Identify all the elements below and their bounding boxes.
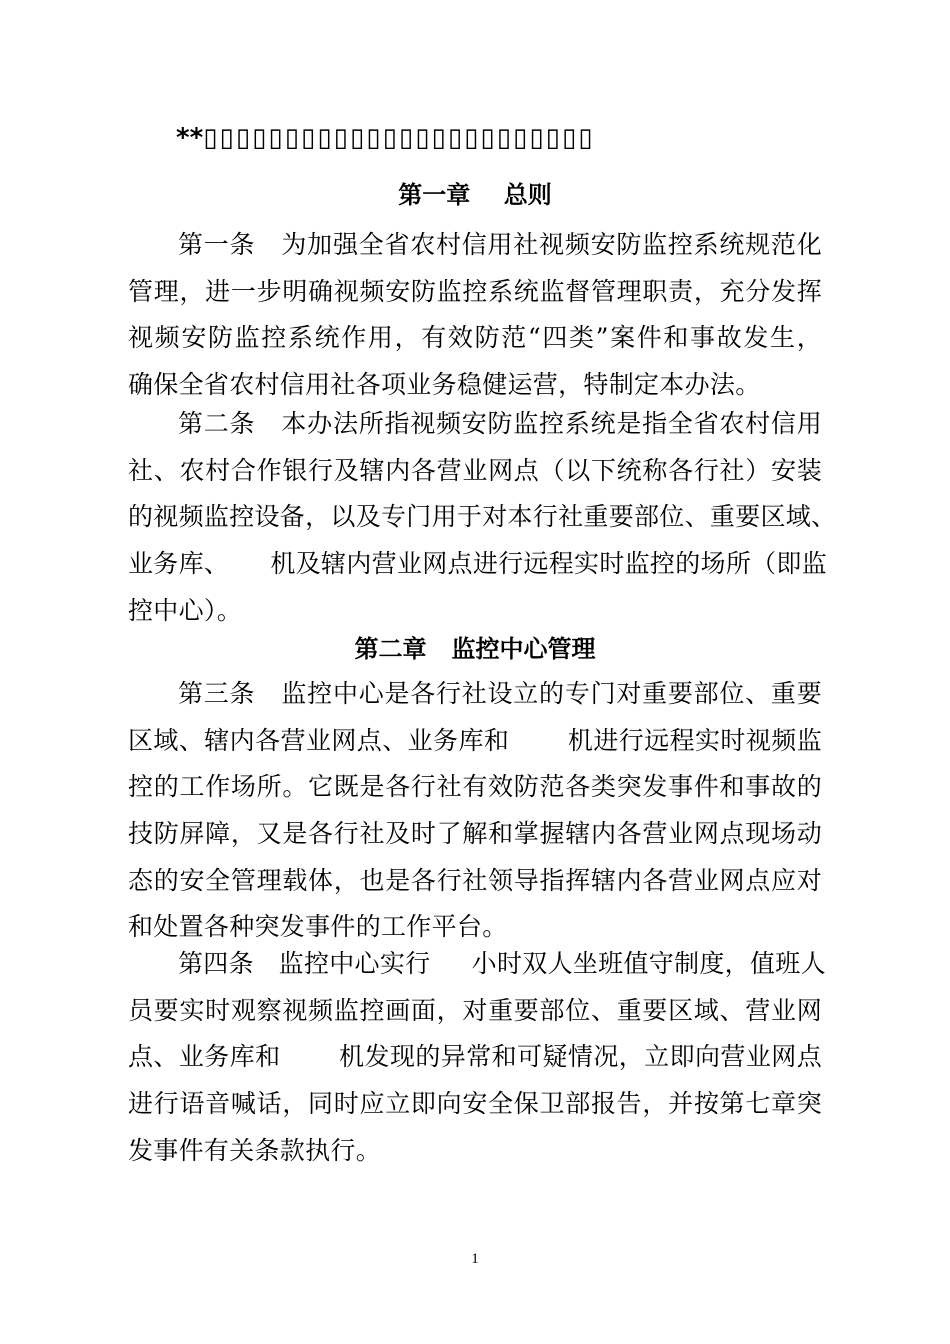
paragraph-line: 发事件有关条款执行。 [128, 1135, 382, 1165]
page-number: 1 [471, 1251, 479, 1267]
paragraph-line: 控中心）。 [128, 595, 243, 625]
chapter-heading-1: 第一章 总则 [398, 181, 552, 209]
paragraph-line: 点、业务库和 机发现的异常和可疑情况，立即向营业网点 [128, 1042, 822, 1072]
article-4-paragraph [128, 941, 826, 1174]
paragraph-line: 管理，进一步明确视频安防监控系统监督管理职责，充分发挥 [128, 276, 822, 306]
title-text: ▯▯▯▯▯▯▯▯▯▯▯▯▯▯▯▯▯▯▯▯▯▯▯▯ [203, 123, 595, 153]
document-title [176, 118, 595, 158]
paragraph-line: 员要实时观察视频监控画面，对重要部位、重要区域、营业网 [128, 995, 822, 1025]
paragraph-line: 确保全省农村信用社各项业务稳健运营，特制定本办法。 [128, 370, 761, 400]
paragraph-line: 态的安全管理载体，也是各行社领导指挥辖内各营业网点应对 [128, 865, 822, 895]
paragraph-line: 的视频监控设备，以及专门用于对本行社重要部位、重要区域、 [128, 502, 837, 532]
paragraph-line: 第四条 监控中心实行 小时双人坐班值守制度，值班人 [178, 949, 826, 978]
paragraph-line: 区域、辖内各营业网点、业务库和 机进行远程实时视频监 [128, 725, 822, 755]
paragraph-line: 第一条 为加强全省农村信用社视频安防监控系统规范化 [178, 230, 822, 259]
paragraph-line: 业务库、 机及辖内营业网点进行远程实时监控的场所（即监 [128, 549, 828, 579]
title-prefix: ** [176, 123, 204, 153]
article-1-paragraph [128, 222, 822, 409]
paragraph-line: 技防屏障，又是各行社及时了解和掌握辖内各营业网点现场动 [128, 819, 822, 849]
paragraph-line: 第二条 本办法所指视频安防监控系统是指全省农村信用 [178, 409, 822, 438]
chapter-heading-2: 第二章 监控中心管理 [354, 635, 596, 663]
paragraph-line: 视频安防监控系统作用，有效防范“四类”案件和事故发生， [128, 323, 822, 353]
paragraph-line: 和处置各种突发事件的工作平台。 [128, 912, 508, 942]
paragraph-line: 社、农村合作银行及辖内各营业网点（以下统称各行社）安装 [128, 455, 822, 485]
article-2-paragraph [128, 401, 837, 634]
article-3-paragraph [128, 671, 822, 951]
paragraph-line: 第三条 监控中心是各行社设立的专门对重要部位、重要 [178, 679, 822, 708]
paragraph-line: 控的工作场所。它既是各行社有效防范各类突发事件和事故的 [128, 772, 822, 802]
paragraph-line: 进行语音喊话，同时应立即向安全保卫部报告，并按第七章突 [128, 1089, 822, 1119]
